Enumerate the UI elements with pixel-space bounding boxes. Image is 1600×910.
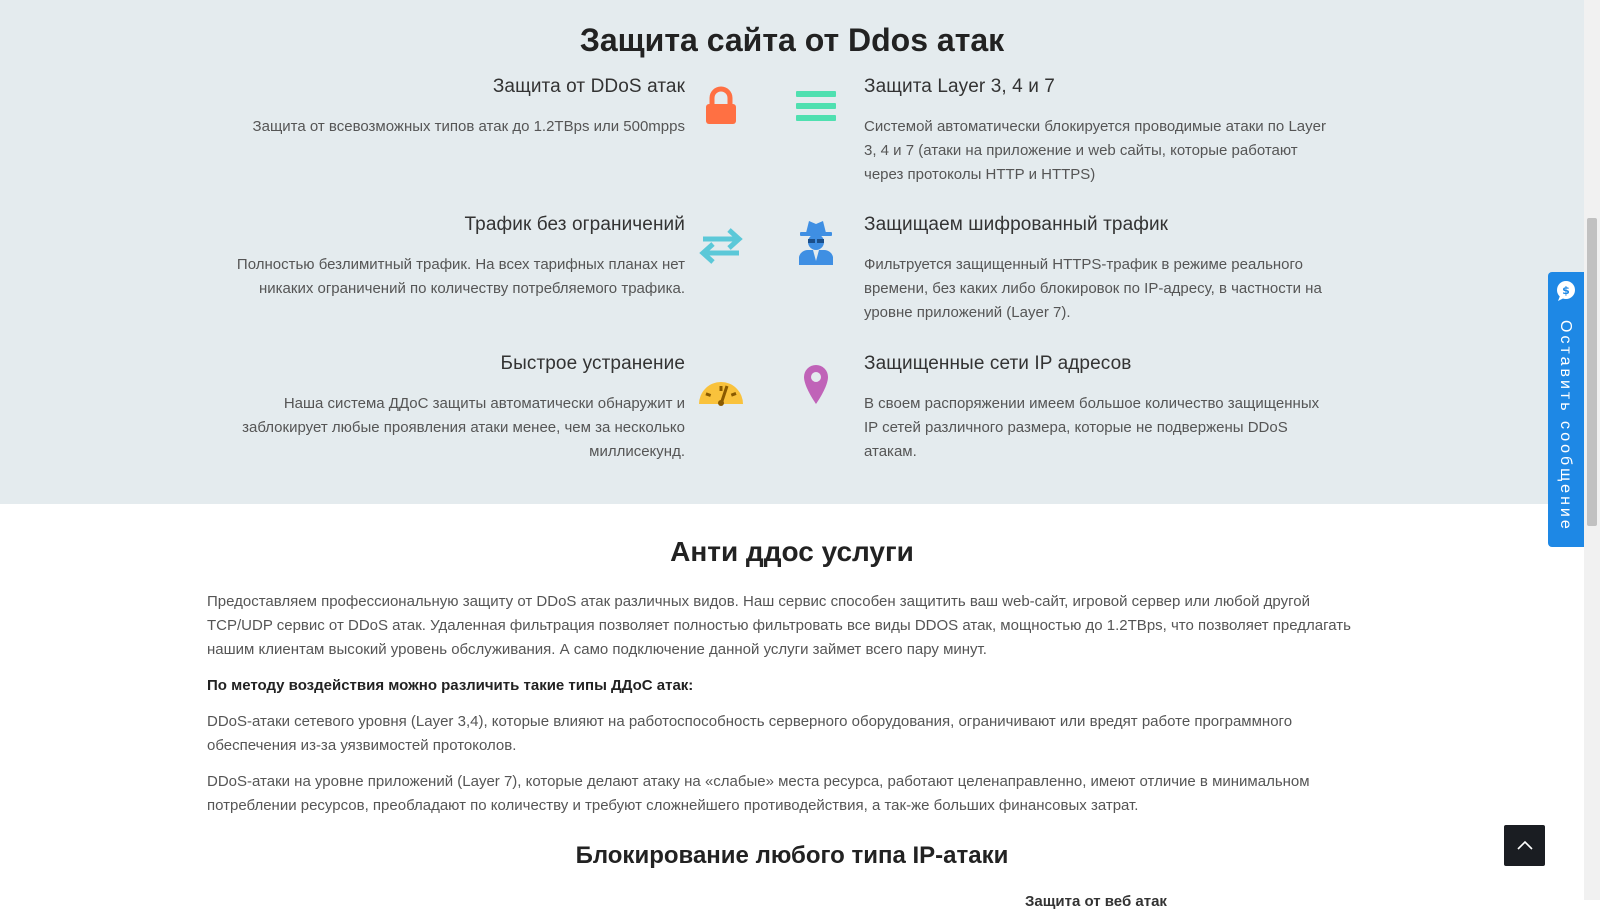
map-pin-icon — [792, 360, 840, 408]
lock-icon — [697, 82, 745, 130]
feature-text: Защита от всевозможных типов атак до 1.2TBps или 500mpps — [252, 118, 685, 135]
feature-ddos-protection — [205, 76, 685, 139]
back-to-top-button[interactable] — [1504, 825, 1545, 866]
feedback-tab[interactable] — [1548, 272, 1584, 547]
chat-bubble-icon — [1555, 280, 1577, 302]
feature-encrypted-traffic — [864, 214, 1334, 325]
speedometer-icon — [697, 362, 745, 410]
feature-layer-protection — [864, 76, 1334, 187]
feature-text: Системой автоматически блокируется проводимые атаки по Layer 3, 4 и 7 (атаки на приложение и web сайты, которые работают через протоколы HTTP и HTTPS) — [864, 118, 1326, 183]
chevron-up-icon — [1517, 837, 1533, 855]
feature-title: Защищенные сети IP адресов — [864, 353, 1132, 374]
feature-title: Защищаем шифрованный трафик — [864, 214, 1169, 235]
services-content — [207, 590, 1367, 830]
menu-bars-icon — [792, 82, 840, 130]
services-subtitle: По методу воздействия можно различить такие типы ДДоС атак: — [207, 677, 694, 694]
feature-title: Трафик без ограничений — [464, 214, 685, 235]
exchange-arrows-icon — [697, 222, 745, 270]
feature-text: Полностью безлимитный трафик. На всех тарифных планах нет никаких ограничений по количеству потребляемого трафика. — [236, 256, 685, 297]
feature-title: Защита Layer 3, 4 и 7 — [864, 76, 1055, 97]
spy-agent-icon — [792, 218, 840, 266]
services-title: Анти ддос услуги — [670, 536, 914, 567]
services-para-application: DDoS-атаки на уровне приложений (Layer 7), которые делают атаку на «слабые» места ресурса, работают целенаправленно, имеют отличие в минимальном потреблении ресурсов, преобладают по количеству и требуют сложнейшего противодействия, а так-же больших финансовых затрат. — [207, 773, 1310, 814]
feature-fast-mitigation — [205, 353, 685, 464]
scrollbar-thumb[interactable] — [1587, 218, 1597, 526]
svg-text:$: $ — [1562, 284, 1570, 297]
web-attack-protection-heading: Защита от веб атак — [1025, 893, 1167, 910]
feature-protected-networks — [864, 353, 1334, 464]
feature-text: Фильтруется защищенный HTTPS-трафик в режиме реального времени, без каких либо блокировок по IP-адресу, в частности на уровне приложений (Layer 7). — [864, 256, 1322, 321]
feature-text: В своем распоряжении имеем большое количество защищенных IP сетей различного размера, которые не подвержены DDoS атакам. — [864, 395, 1320, 460]
page-scrollbar[interactable] — [1584, 0, 1600, 900]
services-intro: Предоставляем профессиональную защиту от DDoS атак различных видов. Наш сервис способен защитить ваш web-сайт, игровой сервер или любой другой TCP/UDP сервис от DDoS атак. Удаленная фильтрация позволяет полностью фильтровать все виды DDOS атак, мощностью до 1.2TBps, что позволяет предлагать нашим клиентам высокий уровень обслуживания. А само подключение данной услуги займет всего пару минут. — [207, 593, 1351, 658]
features-title: Защита сайта от Ddos атак — [579, 22, 1005, 58]
feature-unlimited-traffic — [205, 214, 685, 301]
feedback-label: Оставить сообщение — [1557, 320, 1574, 532]
blocking-title: Блокирование любого типа IP-атаки — [575, 842, 1009, 869]
feature-text: Наша система ДДоС защиты автоматически обнаружит и заблокирует любые проявления атаки менее, чем за несколько миллисекунд. — [242, 395, 685, 460]
feature-title: Защита от DDoS атак — [492, 76, 685, 97]
feature-title: Быстрое устранение — [500, 353, 685, 374]
services-para-network: DDoS-атаки сетевого уровня (Layer 3,4), которые влияют на работоспособность серверного оборудования, ограничивают или вредят работе программного обеспечения из-за уязвимостей протоколов. — [207, 713, 1293, 754]
